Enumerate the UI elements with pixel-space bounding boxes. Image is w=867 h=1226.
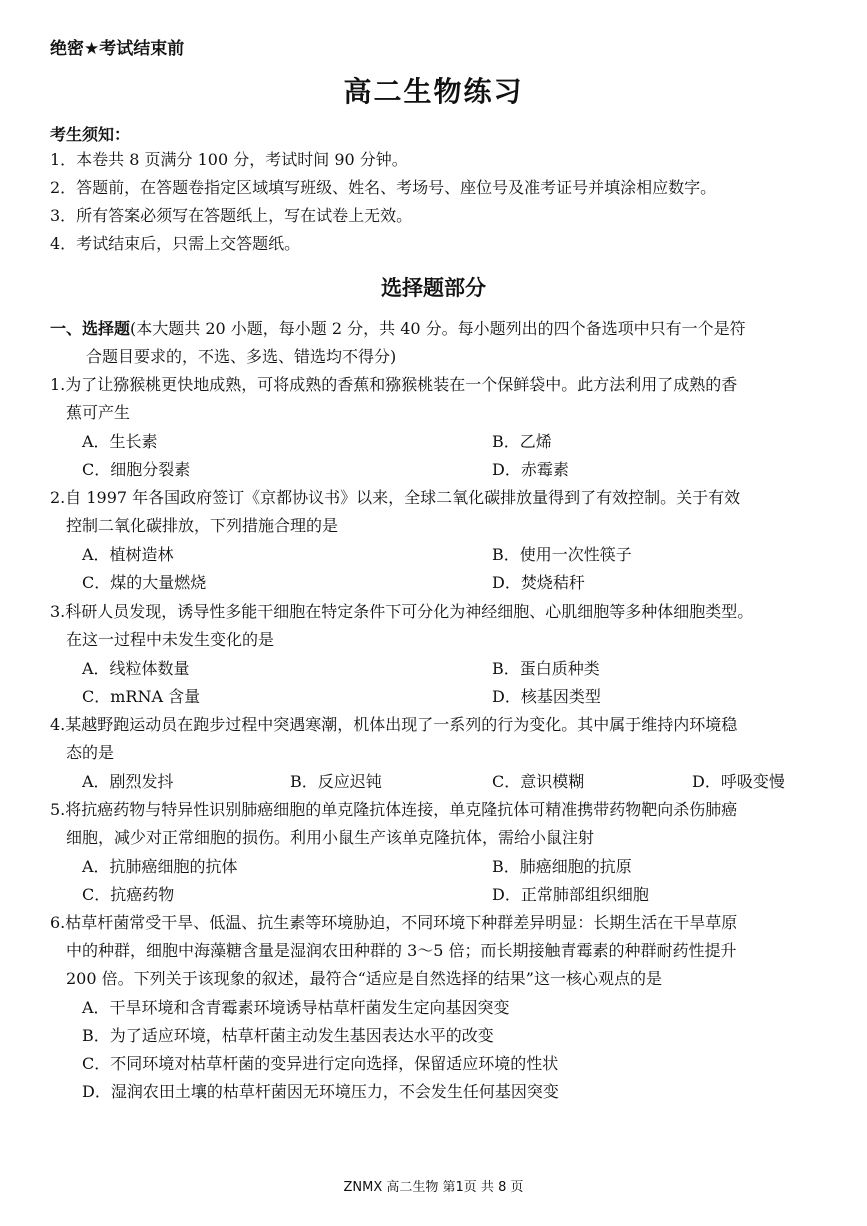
section-title: 选择题部分 bbox=[381, 276, 486, 300]
question-5-stem-cont: 细胞，减少对正常细胞的损伤。利用小鼠生产该单克隆抗体，需给小鼠注射 bbox=[66, 828, 595, 847]
question-4-option-b: B．反应迟钝 bbox=[290, 772, 382, 791]
question-3-option-d: D．核基因类型 bbox=[492, 687, 601, 706]
question-6-option-b: B．为了适应环境，枯草杆菌主动发生基因表达水平的改变 bbox=[82, 1026, 494, 1045]
question-1-option-b: B．乙烯 bbox=[492, 432, 552, 451]
question-2-option-c: C．煤的大量燃烧 bbox=[82, 573, 207, 592]
page-footer: ZNMX 高二生物 第1页 共 8 页 bbox=[343, 1180, 524, 1195]
question-5-option-c: C．抗癌药物 bbox=[82, 885, 175, 904]
question-2-option-b: B．使用一次性筷子 bbox=[492, 545, 632, 564]
question-4-stem-cont: 态的是 bbox=[66, 743, 115, 762]
notes-item: 4．考试结束后，只需上交答题纸。 bbox=[50, 234, 301, 253]
question-1-option-a: A．生长素 bbox=[82, 432, 158, 451]
question-5-option-b: B．肺癌细胞的抗原 bbox=[492, 857, 632, 876]
question-6-stem-cont: 200 倍。下列关于该现象的叙述，最符合“适应是自然选择的结果”这一核心观点的是 bbox=[66, 969, 662, 988]
notes-item: 1．本卷共 8 页满分 100 分，考试时间 90 分钟。 bbox=[50, 150, 408, 169]
question-4-option-d: D．呼吸变慢 bbox=[692, 772, 785, 791]
question-1-stem-cont: 蕉可产生 bbox=[66, 403, 131, 422]
question-6-stem: 6.枯草杆菌常受干旱、低温、抗生素等环境胁迫，不同环境下种群差异明显：长期生活在干旱草原 bbox=[50, 913, 738, 932]
question-5-option-a: A．抗肺癌细胞的抗体 bbox=[82, 857, 238, 876]
part-desc-cont: 合题目要求的，不选、多选、错选均不得分) bbox=[86, 347, 397, 366]
confidential-label: 绝密★考试结束前 bbox=[50, 39, 185, 59]
question-2-stem-cont: 控制二氧化碳排放，下列措施合理的是 bbox=[66, 516, 339, 535]
question-4-stem: 4.某越野跑运动员在跑步过程中突遇寒潮，机体出现了一系列的行为变化。其中属于维持内环境稳 bbox=[50, 715, 738, 734]
part-header bbox=[50, 319, 746, 339]
notes-item: 2．答题前，在答题卷指定区域填写班级、姓名、考场号、座位号及准考证号并填涂相应数字。 bbox=[50, 178, 717, 197]
page-title: 高二生物练习 bbox=[343, 75, 524, 108]
question-4-option-a: A．剧烈发抖 bbox=[82, 772, 174, 791]
question-6-option-d: D．湿润农田土壤的枯草杆菌因无环境压力，不会发生任何基因突变 bbox=[82, 1082, 559, 1101]
question-3-option-c: C．mRNA 含量 bbox=[82, 687, 201, 706]
question-3-stem: 3.科研人员发现，诱导性多能干细胞在特定条件下可分化为神经细胞、心肌细胞等多种体细胞类型。 bbox=[50, 602, 754, 621]
question-4-option-c: C．意识模糊 bbox=[492, 772, 585, 791]
question-5-stem: 5.将抗癌药物与特异性识别肺癌细胞的单克隆抗体连接，单克隆抗体可精准携带药物靶向杀伤肺癌 bbox=[50, 800, 738, 819]
question-5-option-d: D．正常肺部组织细胞 bbox=[492, 885, 649, 904]
question-2-option-a: A．植树造林 bbox=[82, 545, 174, 564]
question-1-option-c: C．细胞分裂素 bbox=[82, 460, 191, 479]
question-3-option-a: A．线粒体数量 bbox=[82, 659, 190, 678]
part-desc: (本大题共 20 小题，每小题 2 分，共 40 分。每小题列出的四个备选项中只有一个是符 bbox=[130, 319, 746, 338]
notes-heading: 考生须知： bbox=[50, 125, 131, 144]
question-2-stem: 2.自 1997 年各国政府签订《京都协议书》以来，全球二氧化碳排放量得到了有效控制。关于有效 bbox=[50, 488, 741, 507]
question-6-option-a: A．干旱环境和含青霉素环境诱导枯草杆菌发生定向基因突变 bbox=[82, 998, 510, 1017]
question-6-stem-cont: 中的种群，细胞中海藻糖含量是湿润农田种群的 3～5 倍；而长期接触青霉素的种群耐药性提升 bbox=[66, 941, 737, 960]
notes-item: 3．所有答案必须写在答题纸上，写在试卷上无效。 bbox=[50, 206, 413, 225]
question-6-option-c: C．不同环境对枯草杆菌的变异进行定向选择，保留适应环境的性状 bbox=[82, 1054, 559, 1073]
question-2-option-d: D．焚烧秸秆 bbox=[492, 573, 585, 592]
part-label: 一、选择题 bbox=[50, 319, 131, 338]
question-1-option-d: D．赤霉素 bbox=[492, 460, 569, 479]
question-3-option-b: B．蛋白质种类 bbox=[492, 659, 600, 678]
question-1-stem: 1.为了让猕猴桃更快地成熟，可将成熟的香蕉和猕猴桃装在一个保鲜袋中。此方法利用了成熟的香 bbox=[50, 375, 738, 394]
question-3-stem-cont: 在这一过程中未发生变化的是 bbox=[66, 630, 275, 649]
